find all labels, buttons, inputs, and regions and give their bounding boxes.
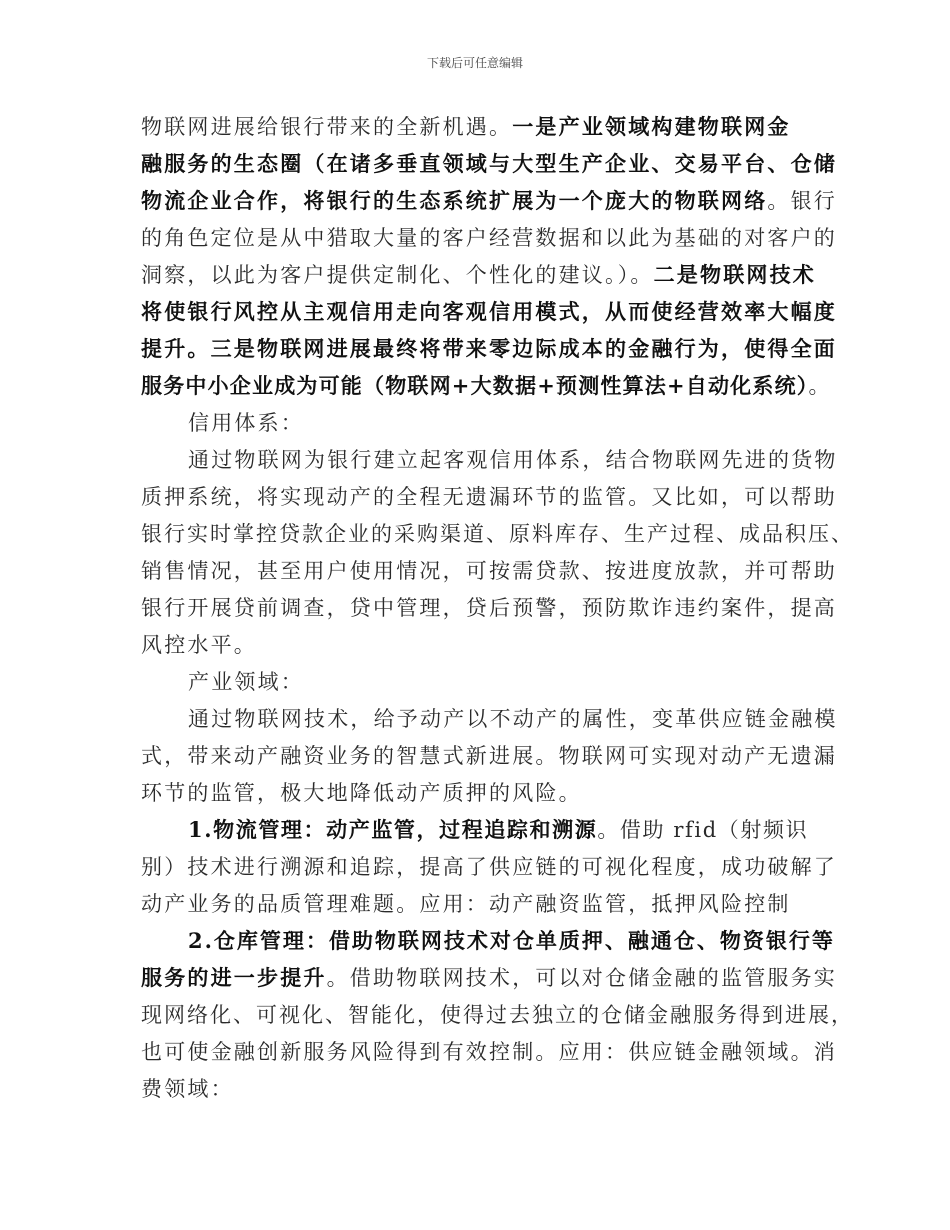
paragraph-line <box>141 854 837 880</box>
bold-text-run: 服务的进一步提升 <box>141 965 327 990</box>
text-run: 费领域： <box>141 1077 234 1101</box>
paragraph-line <box>141 484 837 510</box>
text-run: 环节的监管，极大地降低动产质押的风险。 <box>141 781 582 805</box>
bold-text-run: 2.仓库管理：借助物联网技术对仓单质押、融通仓、物资银行等 <box>188 928 835 953</box>
text-run: 银行开展贷前调查，贷中管理，贷后预警，预防欺诈违约案件，提高 <box>141 596 837 620</box>
paragraph-line <box>188 706 838 732</box>
paragraph-line <box>141 632 257 658</box>
text-run: 式，带来动产融资业务的智慧式新进展。物联网可实现对动产无遗漏 <box>141 744 837 768</box>
bold-text-run: 融服务的生态圈（在诸多垂直领域与大型生产企业、交易平台、仓储 <box>141 151 837 176</box>
bold-text-run: 二是物联网技术 <box>653 262 817 287</box>
paragraph-line <box>141 743 837 769</box>
text-run: 别）技术进行溯源和追踪，提高了供应链的可视化程度，成功破解了 <box>141 855 837 879</box>
page-header: 下载后可任意编辑 <box>426 56 523 70</box>
paragraph-line <box>141 336 837 362</box>
paragraph-line <box>141 521 854 547</box>
paragraph-line <box>141 1076 234 1102</box>
bold-text-run: 提升。三是物联网进展最终将带来零边际成本的金融行为，使得全面 <box>141 336 837 361</box>
paragraph-line <box>141 114 791 140</box>
text-run: 的角色定位是从中猎取大量的客户经营数据和以此为基础的对客户的 <box>141 226 837 250</box>
text-run: 风控水平。 <box>141 633 257 657</box>
paragraph-line <box>141 891 791 917</box>
section-heading <box>188 669 304 695</box>
paragraph-line <box>141 225 837 251</box>
text-run: 产业领域： <box>188 670 304 694</box>
paragraph-line <box>141 965 837 991</box>
text-run: 销售情况，甚至用户使用情况，可按需贷款、按进度放款，并可帮助 <box>141 559 837 583</box>
text-run: 动产业务的品质管理难题。应用：动产融资监管，抵押风险控制 <box>141 892 791 916</box>
text-run: 。银行 <box>767 189 838 213</box>
text-run: 银行实时掌控贷款企业的采购渠道、原料库存、生产过程、成品积压、 <box>141 522 854 546</box>
paragraph-line <box>141 262 816 288</box>
section-heading <box>188 410 304 436</box>
text-run: 信用体系： <box>188 411 304 435</box>
text-run: 通过物联网为银行建立起客观信用体系，结合物联网先进的货物 <box>188 448 838 472</box>
bold-text-run: 物流企业合作，将银行的生态系统扩展为一个庞大的物联网络 <box>141 188 768 213</box>
text-run: 也可使金融创新服务风险得到有效控制。应用：供应链金融领域。消 <box>141 1040 837 1064</box>
paragraph-line <box>141 151 837 177</box>
text-run: 通过物联网技术，给予动产以不动产的属性，变革供应链金融模 <box>188 707 838 731</box>
paragraph-line <box>141 595 837 621</box>
bold-text-run: 服务中小企业成为可能（物联网+大数据+预测性算法+自动化系统） <box>141 373 809 398</box>
paragraph-line <box>141 188 837 214</box>
paragraph-line <box>188 817 808 843</box>
paragraph-line <box>141 299 837 325</box>
text-run: 质押系统，将实现动产的全程无遗漏环节的监管。又比如，可以帮助 <box>141 485 837 509</box>
paragraph-line <box>141 373 831 399</box>
bold-text-run: 1.物流管理：动产监管，过程追踪和溯源 <box>188 817 598 842</box>
paragraph-line <box>141 1039 837 1065</box>
paragraph-line <box>188 447 838 473</box>
bold-text-run: 一是产业领域构建物联网金 <box>512 114 791 139</box>
text-run: 。 <box>808 374 831 398</box>
paragraph-line <box>188 928 835 954</box>
text-run: 。借助 rfid（射频识 <box>597 818 809 842</box>
bold-text-run: 将使银行风控从主观信用走向客观信用模式，从而使经营效率大幅度 <box>141 299 837 324</box>
text-run: 物联网进展给银行带来的全新机遇。 <box>141 115 513 139</box>
paragraph-line <box>141 558 837 584</box>
text-run: 现网络化、可视化、智能化，使得过去独立的仓储金融服务得到进展， <box>141 1003 854 1027</box>
paragraph-line <box>141 780 582 806</box>
paragraph-line <box>141 1002 854 1028</box>
text-run: 。借助物联网技术，可以对仓储金融的监管服务实 <box>326 966 838 990</box>
text-run: 洞察，以此为客户提供定制化、个性化的建议。）。 <box>141 263 654 287</box>
